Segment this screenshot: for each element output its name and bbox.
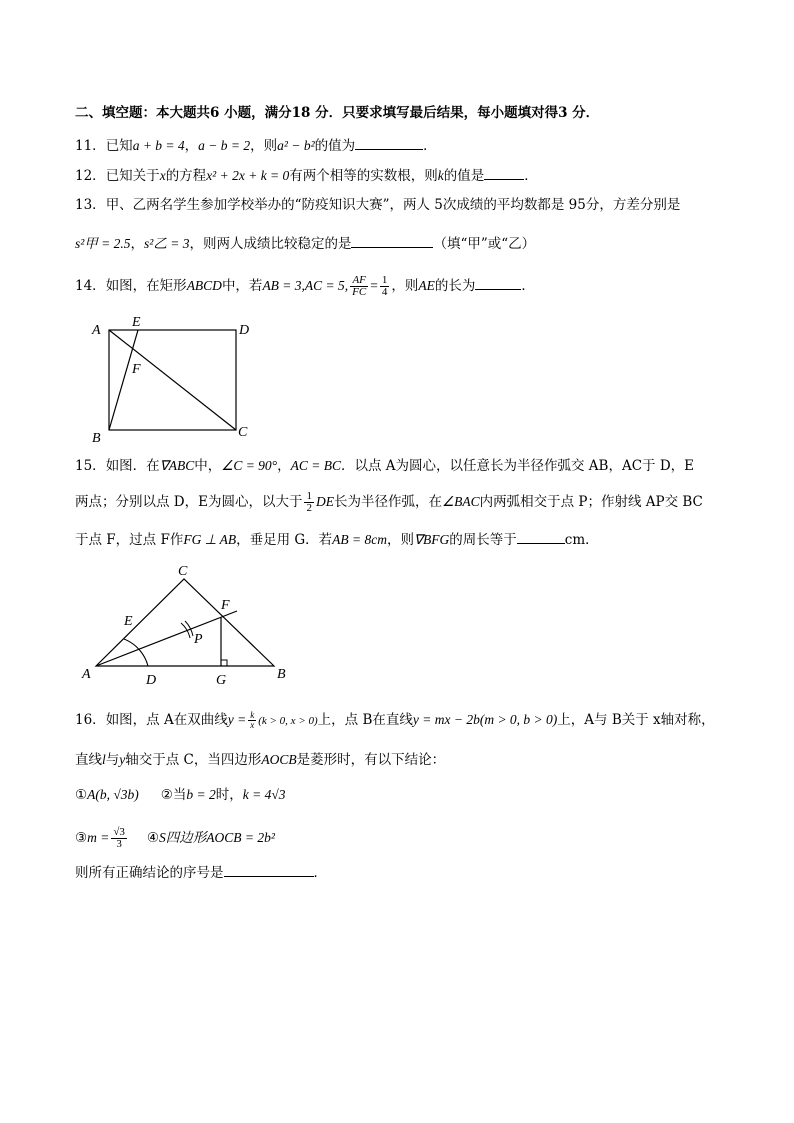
conclusion-2-marker: ②当 — [160, 787, 187, 803]
q15-text: ，则 — [387, 532, 415, 548]
q13-answer-blank[interactable] — [351, 233, 433, 248]
conclusion-2-expr-k: k = 4√3 — [242, 787, 286, 802]
q11-end: ． — [423, 138, 437, 154]
q15-answer-blank[interactable] — [517, 529, 565, 544]
q12-answer-blank[interactable] — [484, 165, 524, 180]
q16-text: 是菱形时，有以下结论： — [296, 752, 446, 768]
section-title: 二、填空题：本大题共6 小题，满分18 分．只要求填写最后结果，每小题填对得3 分． — [75, 105, 600, 121]
q14-text: 中，若 — [221, 278, 263, 294]
ray-ap — [96, 611, 237, 666]
q14-value-numerator: 1 — [381, 274, 388, 286]
question-13-line-1 — [75, 196, 680, 214]
q15-text: 如图．在 — [105, 458, 160, 474]
q12-expr-1: x — [159, 168, 166, 183]
q15-number: 15． — [75, 458, 106, 474]
q15-text: 内两弧相交于点 P；作射线 AP交 BC — [479, 494, 703, 510]
label-a: A — [92, 323, 101, 338]
q15-half-denominator: 2 — [306, 502, 312, 514]
q16-text: 与 — [105, 752, 120, 768]
label-b: B — [277, 667, 286, 682]
question-13-line-2 — [75, 233, 535, 253]
question-15-line-2 — [75, 490, 703, 514]
q13-number: 13． — [75, 197, 106, 213]
q16-text: 如图，点 A在双曲线 — [105, 712, 228, 728]
q16-expr-y-axis: y — [119, 752, 126, 767]
q16-text: 上，点 B在直线 — [317, 712, 413, 728]
q13-expr-1: s²甲 = 2.5 — [75, 236, 131, 251]
arc-de — [124, 639, 148, 666]
q13-text: ，则两人成绩比较稳定的是 — [189, 236, 352, 252]
q14-expr-ae: AE — [418, 278, 435, 293]
q16-end: ． — [313, 865, 327, 881]
q14-end: ． — [521, 278, 535, 294]
triangle-abc — [96, 579, 274, 666]
q11-text: 已知 — [105, 138, 133, 154]
q14-answer-blank[interactable] — [475, 275, 521, 290]
q16-text: 轴交于点 C，当四边形 — [125, 752, 262, 768]
diagonal-ac — [109, 330, 236, 430]
question-11 — [75, 135, 437, 155]
label-e: E — [132, 315, 141, 330]
q14-equals: = — [370, 278, 378, 293]
q15-expr-equal: AC = BC — [290, 458, 341, 473]
q14-value-denominator: 4 — [381, 286, 388, 298]
q14-expr-1: ABCD — [186, 278, 222, 293]
question-15-line-1 — [75, 457, 694, 475]
q13-text: 甲、乙两名学生参加学校举办的“防疫知识大赛”，两人 5次成绩的平均数都是 95分，方差分别是 — [105, 197, 681, 213]
label-a: A — [82, 667, 91, 682]
q16-frac-denominator: x — [250, 720, 255, 730]
q13-text: （填“甲”或“乙） — [433, 236, 536, 252]
conclusion-3-denominator: 3 — [116, 838, 122, 850]
right-angle-mark — [221, 660, 227, 666]
q16-number: 16． — [75, 712, 106, 728]
label-e: E — [124, 614, 133, 629]
q12-text: 的值是 — [443, 168, 485, 184]
label-g: G — [216, 673, 227, 687]
q16-answer-blank[interactable] — [224, 862, 314, 877]
q14-frac-denominator: FC — [352, 286, 367, 298]
q16-text: 直线 — [75, 752, 102, 768]
q11-text: ，则 — [250, 138, 278, 154]
q11-text: 的值为 — [314, 138, 356, 154]
q12-text: 的方程 — [165, 168, 207, 184]
q16-expr-line: y = mx − 2b(m > 0, b > 0) — [412, 712, 558, 727]
q15-fraction-half — [304, 491, 314, 514]
q12-end: ． — [524, 168, 538, 184]
q12-number: 12． — [75, 168, 106, 184]
q15-text: 的周长等于 — [449, 532, 517, 548]
conclusion-1-expr: A(b, √3b) — [87, 787, 139, 802]
conclusion-3-expr: m = — [87, 830, 110, 845]
conclusion-1-marker: ① — [75, 787, 88, 803]
q14-number: 14． — [75, 278, 106, 294]
q15-text: ， — [277, 458, 291, 474]
question-16-line-1 — [75, 708, 715, 733]
q16-conclusions-row-1 — [75, 786, 286, 804]
q15-text: 长为半径作弧，在 — [333, 494, 442, 510]
q16-frac-numerator: k — [250, 710, 255, 720]
q15-expr-triangle: ∇ABC — [159, 458, 195, 473]
q12-text: 已知关于 — [105, 168, 160, 184]
q14-frac-numerator: AF — [350, 275, 368, 287]
q11-number: 11． — [75, 138, 106, 154]
q16-conclusions-row-2 — [75, 824, 275, 852]
q16-final-line — [75, 862, 327, 882]
q15-text: 两点；分别以点 D，E为圆心，以大于 — [75, 494, 303, 510]
q15-text: 中， — [194, 458, 222, 474]
conclusion-3-numerator: √3 — [113, 826, 125, 838]
question-15-line-3 — [75, 529, 599, 549]
q16-text: 上，A与 B关于 x轴对称， — [557, 712, 715, 728]
question-12 — [75, 165, 538, 185]
q14-text: 如图，在矩形 — [105, 278, 187, 294]
conclusion-4-expr: S四边形AOCB = 2b² — [159, 830, 275, 845]
q16-expr-y: y = — [227, 712, 247, 727]
q11-expr-3: a² − b² — [277, 138, 315, 153]
q15-text: 于点 F，过点 F作 — [75, 532, 184, 548]
q11-answer-blank[interactable] — [355, 135, 423, 150]
label-d: D — [146, 673, 157, 687]
label-b: B — [92, 431, 101, 446]
label-d: D — [239, 323, 250, 338]
label-c: C — [178, 564, 188, 579]
q14-fraction-value — [380, 275, 390, 298]
q14-fraction-af-fc — [350, 275, 368, 298]
q11-expr-2: a − b = 2 — [198, 138, 251, 153]
q15-text: ．以点 A为圆心，以任意长为半径作弧交 AB，AC于 D，E — [340, 458, 695, 474]
q12-expr-3: k — [437, 168, 444, 183]
label-p: P — [194, 632, 203, 647]
q15-text: ，垂足用 G．若 — [236, 532, 333, 548]
q16-fraction-k-x — [248, 711, 256, 730]
conclusion-3-marker: ③ — [75, 830, 88, 846]
q14-expr-2: AB = 3,AC = 5, — [262, 278, 349, 293]
q12-text: 有两个相等的实数根，则 — [289, 168, 438, 184]
q15-unit: cm． — [564, 532, 599, 548]
q15-expr-de: DE — [315, 494, 334, 509]
label-f: F — [132, 362, 141, 377]
q14-text: 的长为 — [434, 278, 476, 294]
q16-final-text: 则所有正确结论的序号是 — [75, 865, 224, 881]
q11-expr-1: a + b = 4 — [132, 138, 185, 153]
question-14 — [75, 274, 535, 298]
conclusion-4-marker: ④ — [146, 830, 159, 846]
conclusion-3-fraction — [111, 827, 127, 850]
q15-expr-ab: AB = 8cm — [332, 532, 388, 547]
q15-expr-bac: ∠BAC — [441, 494, 480, 509]
label-c: C — [238, 425, 248, 440]
q12-expr-2: x² + 2x + k = 0 — [206, 168, 290, 183]
q15-expr-angle: ∠C = 90° — [221, 458, 278, 473]
q16-expr-domain: (k > 0, x > 0) — [258, 715, 318, 727]
q14-text: ，则 — [391, 278, 419, 294]
conclusion-2-text: 时， — [215, 787, 243, 803]
q16-expr-l: l — [102, 752, 106, 767]
q15-expr-bfg: ∇BFG — [414, 532, 450, 547]
q15-expr-perp: FG ⊥ AB — [183, 532, 237, 547]
segment-be — [109, 330, 138, 430]
question-16-line-2 — [75, 751, 445, 769]
figure-15-triangle — [78, 562, 298, 687]
q11-text: ， — [184, 138, 199, 154]
figure-14-rectangle — [82, 312, 262, 447]
q13-expr-2: s²乙 = 3 — [144, 236, 190, 251]
q15-half-numerator: 1 — [306, 490, 312, 502]
q16-expr-aocb: AOCB — [261, 752, 297, 767]
conclusion-2-expr-b: b = 2 — [186, 787, 216, 802]
q13-text: ， — [130, 236, 145, 252]
label-f: F — [221, 598, 230, 613]
